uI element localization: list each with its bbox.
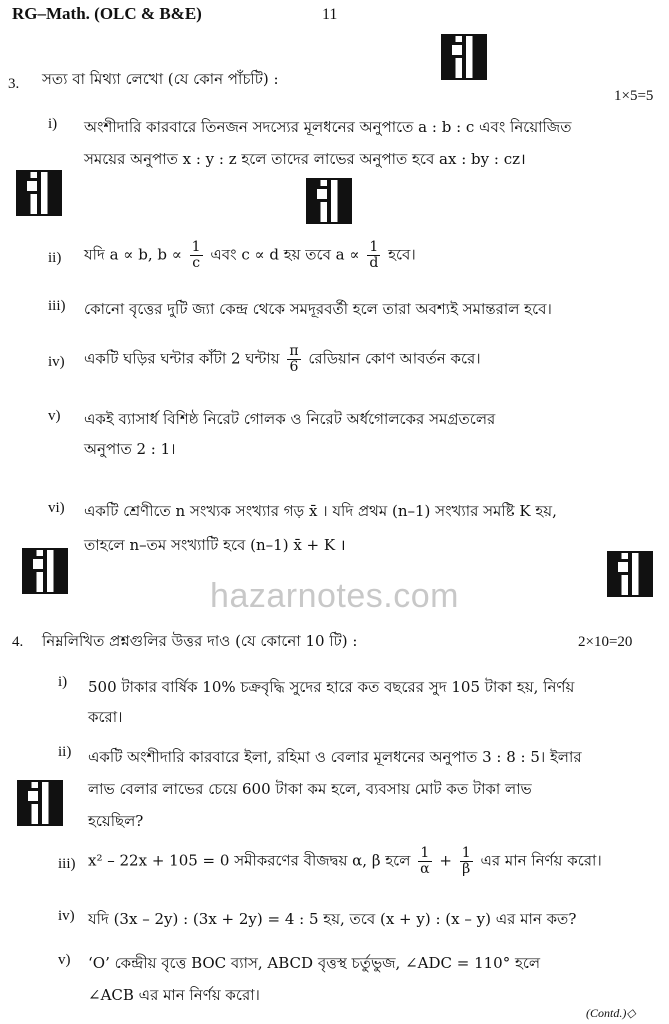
q4-item-4: যদি (3x – 2y) : (3x + 2y) = 4 : 5 হয়, তবে (x + y) : (x – y) এর মান কত? [88, 910, 577, 928]
q3-item-4-post: রেডিয়ান কোণ আবর্তন করে। [308, 349, 481, 368]
q3-item-2-post: হবে। [388, 245, 416, 264]
continued-note: (Contd.)◇ [586, 1006, 636, 1020]
q3-item-4-pre: একটি ঘড়ির ঘন্টার কাঁটা 2 ঘন্টায় [84, 349, 280, 368]
q3-item-number: v) [48, 408, 61, 424]
q3-item-number: ii) [48, 250, 62, 266]
q4-item-1-line-1: 500 টাকার বার্ষিক 10% চক্রবৃদ্ধি সুদের হারে কত বছরের সুদ 105 টাকা হয়, নির্ণয় [88, 678, 575, 696]
q3-item-number: i) [48, 116, 58, 132]
plus-sign: + [439, 851, 452, 870]
question-4-instruction: নিম্নলিখিত প্রশ্নগুলির উত্তর দাও (যে কোনো 10 টি) : [42, 632, 358, 650]
q4-item-3-post: এর মান নির্ণয় করো। [480, 851, 602, 870]
qr-code-icon [17, 780, 63, 826]
paper-code: RG–Math. (OLC & B&E) [12, 4, 202, 23]
qr-code-icon [16, 170, 62, 216]
q4-item-1-line-2: করো। [88, 708, 123, 726]
q3-item-5-line-2: অনুপাত 2 : 1। [84, 440, 176, 458]
q3-item-number: vi) [48, 500, 65, 516]
qr-code-icon [306, 178, 352, 224]
q4-item-2-line-3: হয়েছিল? [88, 812, 144, 830]
q3-item-2-pre: যদি a ∝ b, b ∝ [84, 245, 182, 264]
q4-item-number: iv) [58, 908, 75, 924]
q3-item-2 [84, 240, 416, 271]
q3-item-1-line-2: সময়ের অনুপাত x : y : z হলে তাদের লাভের অনুপাত হবে ax : by : cz। [84, 150, 526, 168]
fraction: $\frac{1}{c}$ [191, 239, 201, 271]
q4-item-number: iii) [58, 856, 76, 872]
q4-item-number: v) [58, 952, 71, 968]
page-number: 11 [322, 6, 338, 23]
q4-item-2-line-2: লাভ বেলার লাভের চেয়ে 600 টাকা কম হলে, ব্যবসায় মোট কত টাকা লাভ [88, 780, 532, 798]
q3-item-3: কোনো বৃত্তের দুটি জ্যা কেন্দ্র থেকে সমদূরবর্তী হলে তারা অবশ্যই সমান্তরাল হবে। [84, 300, 552, 318]
q4-item-3 [88, 846, 602, 877]
fraction: $\frac{1}{\alpha}$ [420, 845, 430, 877]
q4-item-5-line-2: ∠ACB এর মান নির্ণয় করো। [88, 986, 260, 1004]
question-3-instruction: সত্য বা মিথ্যা লেখো (যে কোন পাঁচটি) : [42, 70, 279, 88]
q3-item-6-line-1: একটি শ্রেণীতে n সংখ্যক সংখ্যার গড় x̄ । যদি প্রথম (n–1) সংখ্যার সমষ্টি K হয়, [84, 502, 557, 520]
q3-item-2-mid: এবং c ∝ d হয় তবে a ∝ [210, 245, 360, 264]
q4-item-5-line-1: ‘O’ কেন্দ্রীয় বৃত্তে BOC ব্যাস, ABCD বৃত্তস্থ চর্তুভুজ, ∠ADC = 110° হলে [88, 954, 541, 972]
q3-item-6-line-2: তাহলে n–তম সংখ্যাটি হবে (n–1) x̄ + K । [84, 536, 346, 554]
q4-item-number: i) [58, 674, 68, 690]
question-4-number: 4. [12, 634, 24, 650]
q3-item-number: iii) [48, 298, 66, 314]
watermark: hazarnotes.com [210, 577, 459, 615]
question-4-marks: 2×10=20 [578, 634, 633, 650]
question-3-marks: 1×5=5 [614, 88, 654, 104]
q4-item-number: ii) [58, 744, 72, 760]
q3-item-4 [84, 344, 481, 375]
q3-item-5-line-1: একই ব্যাসার্ধ বিশিষ্ঠ নিরেট গোলক ও নিরেট অর্ধগোলকের সমগ্রতলের [84, 410, 496, 428]
q3-item-1-line-1: অংশীদারি কারবারে তিনজন সদস্যের মূলধনের অনুপাতে a : b : c এবং নিয়োজিত [84, 118, 572, 136]
fraction: $\frac{1}{\beta}$ [461, 845, 471, 877]
q4-item-2-line-1: একটি অংশীদারি কারবারে ইলা, রহিমা ও বেলার মূলধনের অনুপাত 3 : 8 : 5। ইলার [88, 748, 582, 766]
qr-code-icon [441, 34, 487, 80]
fraction: $\frac{\pi}{6}$ [289, 343, 299, 375]
q4-item-3-pre: x² – 22x + 105 = 0 সমীকরণের বীজদ্বয় α, β হলে [88, 851, 411, 870]
fraction: $\frac{1}{d}$ [369, 239, 379, 271]
q3-item-number: iv) [48, 354, 65, 370]
question-3-number: 3. [8, 76, 20, 92]
